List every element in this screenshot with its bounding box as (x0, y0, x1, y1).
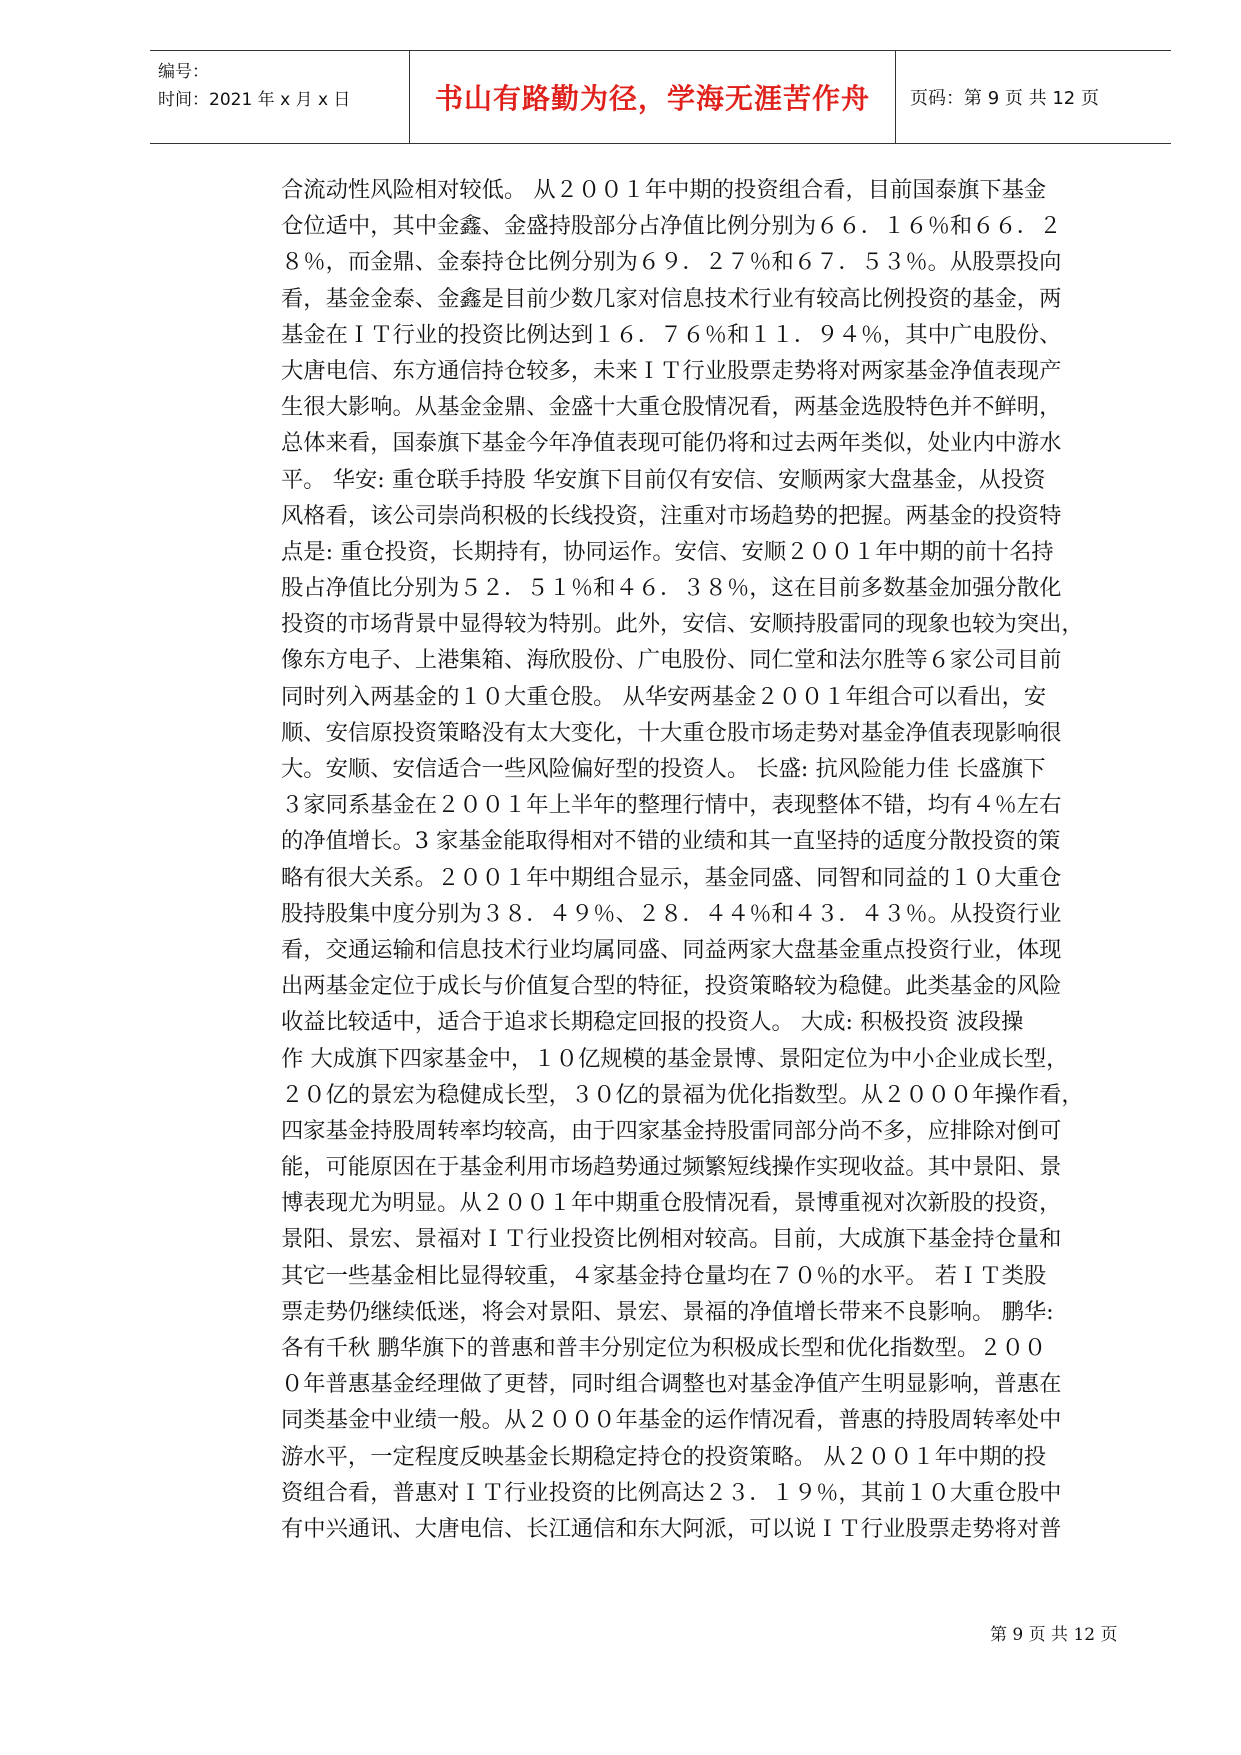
body-line: ３家同系基金在２００１年上半年的整理行情中，表现整体不错，均有４％左右 (281, 792, 1062, 819)
header-page-label: 页码：第 9 页 共 12 页 (910, 88, 1099, 109)
body-line: 总体来看，国泰旗下基金今年净值表现可能仍将和过去两年类似，处业内中游水 (281, 430, 1062, 457)
body-line: 能，可能原因在于基金利用市场趋势通过频繁短线操作实现收益。其中景阳、景 (281, 1154, 1062, 1181)
body-line: 平。 华安: 重仓联手持股 华安旗下目前仅有安信、安顺两家大盘基金，从投资 (281, 466, 1046, 493)
body-line: 各有千秋 鹏华旗下的普惠和普丰分别定位为积极成长型和优化指数型。２００ (281, 1335, 1047, 1361)
header-meta-cell (150, 51, 410, 143)
body-line: 的净值增长。3 家基金能取得相对不错的业绩和其一直坚持的适度分散投资的策 (281, 828, 1061, 855)
body-text (281, 172, 1141, 1547)
body-line: 四家基金持股周转率均较高，由于四家基金持股雷同部分尚不多，应排除对倒可 (281, 1117, 1062, 1144)
body-line: 有中兴通讯、大唐电信、长江通信和东大阿派，可以说ＩＴ行业股票走势将对普 (281, 1515, 1062, 1542)
body-line: 大唐电信、东方通信持仓较多，未来ＩＴ行业股票走势将对两家基金净值表现产 (281, 357, 1062, 384)
body-line: 基金在ＩＴ行业的投资比例达到１６．７６％和１１．９４％，其中广电股份、 (281, 321, 1062, 348)
body-line: 仓位适中，其中金鑫、金盛持股部分占净值比例分别为６６．１６％和６６．２ (281, 213, 1062, 240)
body-line: 顺、安信原投资策略没有太大变化，十大重仓股市场走势对基金净值表现影响很 (281, 719, 1062, 746)
body-line: 票走势仍继续低迷，将会对景阳、景宏、景福的净值增长带来不良影响。 鹏华: (281, 1298, 1054, 1325)
body-line: ２０亿的景宏为稳健成长型，３０亿的景福为优化指数型。从２０００年操作看， (281, 1081, 1084, 1108)
body-line: 投资的市场背景中显得较为特别。此外，安信、安顺持股雷同的现象也较为突出， (281, 611, 1084, 638)
body-line: 点是: 重仓投资，长期持有，协同运作。安信、安顺２００１年中期的前十名持 (281, 538, 1054, 565)
body-line: 合流动性风险相对较低。 从２００１年中期的投资组合看，目前国泰旗下基金 (281, 177, 1047, 203)
body-line: 景阳、景宏、景福对ＩＴ行业投资比例相对较高。目前，大成旗下基金持仓量和 (281, 1226, 1062, 1253)
body-line: 看，交通运输和信息技术行业均属同盛、同益两家大盘基金重点投资行业，体现 (281, 936, 1062, 963)
body-line: 看，基金金泰、金鑫是目前少数几家对信息技术行业有较高比例投资的基金，两 (281, 285, 1062, 312)
motto: 书山有路勤为径，学海无涯苦作舟 (434, 82, 870, 115)
body-line: 同类基金中业绩一般。从２０００年基金的运作情况看，普惠的持股周转率处中 (281, 1407, 1062, 1434)
body-line: 大。安顺、安信适合一些风险偏好型的投资人。 长盛: 抗风险能力佳 长盛旗下 (281, 756, 1046, 782)
body-line: ８％，而金鼎、金泰持仓比例分别为６９．２７％和６７．５３％。从股票投向 (281, 249, 1062, 276)
body-line: 风格看，该公司崇尚积极的长线投资，注重对市场趋势的把握。两基金的投资特 (281, 502, 1062, 529)
body-line: 出两基金定位于成长与价值复合型的特征，投资策略较为稳健。此类基金的风险 (281, 973, 1062, 1000)
body-line: 股持股集中度分别为３８．４９％、２８．４４％和４３．４３％。从投资行业 (281, 900, 1062, 927)
body-line: 生很大影响。从基金金鼎、金盛十大重仓股情况看，两基金选股特色并不鲜明， (281, 394, 1062, 421)
body-line: ０年普惠基金经理做了更替，同时组合调整也对基金净值产生明显影响，普惠在 (281, 1371, 1062, 1398)
body-line: 同时列入两基金的１０大重仓股。 从华安两基金２００１年组合可以看出，安 (281, 683, 1047, 710)
body-line: 游水平，一定程度反映基金长期稳定持仓的投资策略。 从２００１年中期的投 (281, 1443, 1047, 1470)
body-line: 其它一些基金相比显得较重，４家基金持仓量均在７０％的水平。 若ＩＴ类股 (281, 1262, 1047, 1289)
body-line: 像东方电子、上港集箱、海欣股份、广电股份、同仁堂和法尔胜等６家公司目前 (281, 647, 1062, 674)
page-header (150, 50, 1171, 144)
body-line: 收益比较适中，适合于追求长期稳定回报的投资人。 大成: 积极投资 波段操 (281, 1009, 1024, 1036)
header-page-cell (896, 51, 1171, 143)
body-line: 资组合看，普惠对ＩＴ行业投资的比例高达２３．１９％，其前１０大重仓股中 (281, 1479, 1062, 1506)
serial-label: 编号： (158, 62, 209, 82)
time-label: 时间：2021 年 x 月 x 日 (158, 90, 351, 110)
page-footer (990, 1620, 1117, 1645)
header-motto-cell (410, 51, 896, 143)
footer-page-label: 第 9 页 共 12 页 (990, 1625, 1118, 1645)
body-line: 博表现尤为明显。从２００１年中期重仓股情况看，景博重视对次新股的投资， (281, 1190, 1062, 1217)
body-line: 作 大成旗下四家基金中，１０亿规模的基金景博、景阳定位为中小企业成长型， (281, 1045, 1069, 1072)
body-line: 略有很大关系。２００１年中期组合显示，基金同盛、同智和同益的１０大重仓 (281, 864, 1062, 891)
body-line: 股占净值比分别为５２．５１％和４６．３８％，这在目前多数基金加强分散化 (281, 575, 1062, 602)
